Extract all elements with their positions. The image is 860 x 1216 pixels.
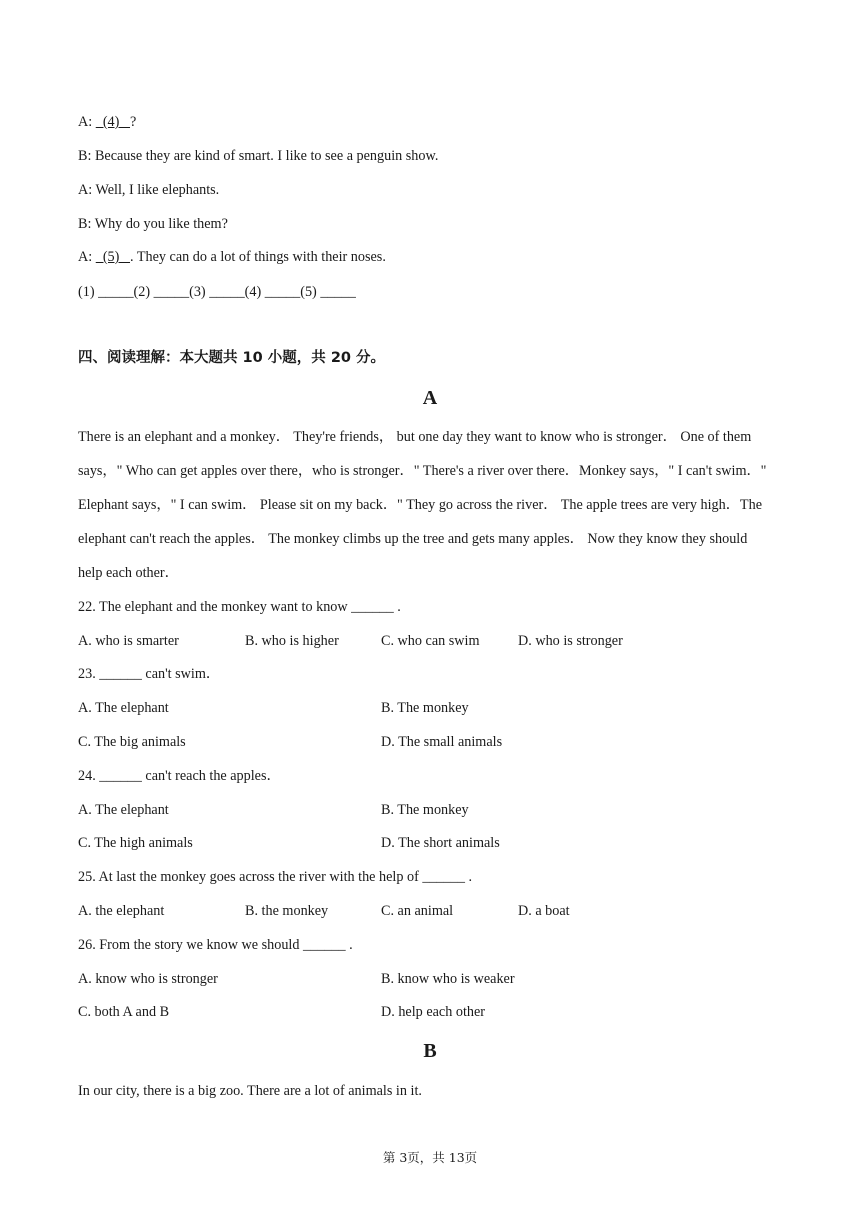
question-22-stem: 22. The elephant and the monkey want to know ______ . <box>78 599 401 615</box>
answer-blank-4: (4) <box>95 114 131 130</box>
answer-blank-5: (5) <box>95 249 131 265</box>
dialogue-text: . They can do a lot of things with their noses. <box>130 249 386 265</box>
passage-line: Elephant says，" I can swim． Please sit on my back．" They go across the river． The apple trees are very high．The <box>78 497 762 513</box>
section-heading: 四、阅读理解：本大题共 10 小题，共 20 分。 <box>78 350 386 366</box>
question-26-stem: 26. From the story we know we should ______ . <box>78 937 353 953</box>
page-number: 第 3页，共 13页 <box>382 1150 478 1165</box>
passage-line: There is an elephant and a monkey． They're friends， but one day they want to know who is stronger． One of them <box>78 429 752 445</box>
question-26-option-d: D. help each other <box>381 1004 485 1020</box>
dialogue-line-4: B: Why do you like them? <box>78 216 228 232</box>
question-26-option-c: C. both A and B <box>78 1004 170 1020</box>
part-a-title: A <box>422 387 438 409</box>
question-24-stem: 24. ______ can't reach the apples． <box>78 768 281 784</box>
part-b-title: B <box>423 1040 437 1062</box>
dialogue-line-3: A: Well, I like elephants. <box>78 182 220 198</box>
question-25-option-a: A. the elephant <box>78 903 165 919</box>
question-22-option-d: D. who is stronger <box>518 633 623 649</box>
question-23-option-d: D. The small animals <box>381 734 503 750</box>
part-b-first-line: In our city, there is a big zoo. There are a lot of animals in it. <box>78 1083 422 1099</box>
passage-line: elephant can't reach the apples． The monkey climbs up the tree and gets many apples． Now they know they should <box>78 531 748 547</box>
question-23-option-b: B. The monkey <box>381 700 469 716</box>
dialogue-line-1 <box>78 112 136 132</box>
question-22-option-a: A. who is smarter <box>78 633 179 649</box>
speaker-label: A: <box>78 249 96 265</box>
passage-line: help each other． <box>78 565 179 581</box>
question-22-option-c: C. who can swim <box>381 633 480 649</box>
dialogue-line-5 <box>78 247 386 267</box>
passage-line: says，" Who can get apples over there，who is stronger．" There's a river over there．Monkey says，" I can't swim．" <box>78 463 767 479</box>
speaker-label: A: <box>78 114 96 130</box>
question-24-option-d: D. The short animals <box>381 835 500 851</box>
dialogue-text: ? <box>130 114 137 130</box>
question-26-option-b: B. know who is weaker <box>381 971 515 987</box>
dialogue-line-2: B: Because they are kind of smart. I like to see a penguin show. <box>78 148 439 164</box>
question-25-stem: 25. At last the monkey goes across the river with the help of ______ . <box>78 869 473 885</box>
question-25-option-b: B. the monkey <box>245 903 329 919</box>
question-23-stem: 23. ______ can't swim． <box>78 666 221 682</box>
question-25-option-c: C. an animal <box>381 903 454 919</box>
question-26-option-a: A. know who is stronger <box>78 971 218 987</box>
answer-blanks-line: (1) _____(2) _____(3) _____(4) _____(5) _____ <box>78 284 356 300</box>
question-24-option-a: A. The elephant <box>78 802 169 818</box>
question-23-option-c: C. The big animals <box>78 734 186 750</box>
question-23-option-a: A. The elephant <box>78 700 169 716</box>
question-24-option-c: C. The high animals <box>78 835 193 851</box>
question-22-option-b: B. who is higher <box>245 633 339 649</box>
question-24-option-b: B. The monkey <box>381 802 469 818</box>
question-25-option-d: D. a boat <box>518 903 570 919</box>
